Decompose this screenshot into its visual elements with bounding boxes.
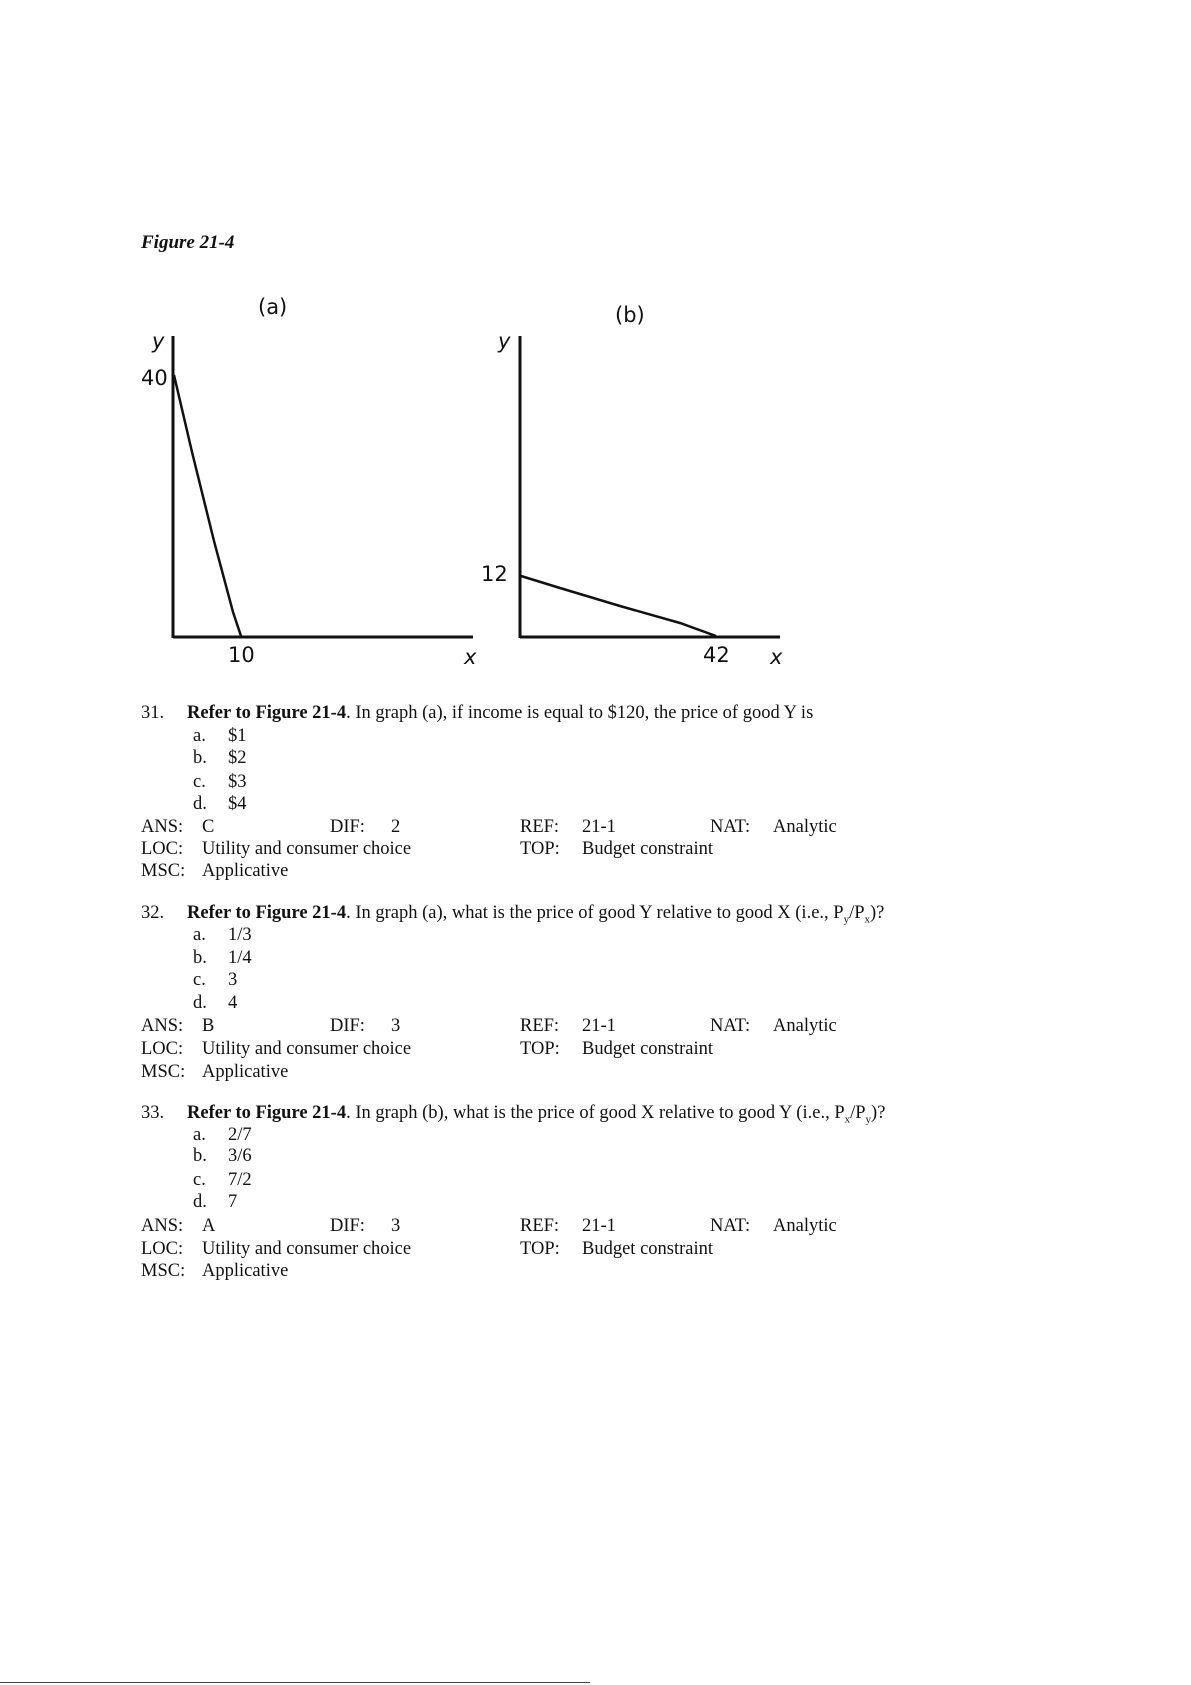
top-value: Budget constraint [582, 1039, 714, 1059]
top-label: TOP: [520, 1039, 560, 1059]
subscript: y [843, 913, 850, 926]
ans-label: ANS: [141, 1216, 184, 1236]
loc-label: LOC: [141, 1239, 184, 1259]
option-letter: c. [193, 970, 206, 990]
nat-label: NAT: [710, 817, 751, 837]
question-number: 33. [141, 1103, 165, 1123]
nat-label: NAT: [710, 1216, 751, 1236]
msc-label: MSC: [141, 861, 186, 881]
option-b [193, 1146, 252, 1167]
option-letter: b. [193, 748, 207, 768]
question-number: 32. [141, 903, 165, 923]
option-letter: d. [193, 993, 207, 1013]
option-a [193, 925, 252, 946]
loc-label: LOC: [141, 1039, 184, 1059]
graph-a-label: (a) [258, 295, 288, 319]
graph-a-x-intercept-label: 10 [228, 643, 255, 667]
graph-b [481, 303, 783, 669]
option-d [193, 993, 237, 1014]
option-text: $1 [228, 726, 247, 746]
option-text: 7 [228, 1192, 238, 1212]
ans-value: C [202, 817, 215, 837]
option-a [193, 726, 247, 747]
dif-value: 3 [391, 1216, 401, 1236]
graph-b-y-intercept-label: 12 [481, 562, 508, 586]
loc-value: Utility and consumer choice [202, 839, 412, 859]
question-stem [187, 903, 884, 931]
option-letter: a. [193, 1125, 206, 1145]
graph-b-label: (b) [615, 303, 645, 327]
top-value: Budget constraint [582, 839, 714, 859]
figure-title: Figure 21-4 [141, 232, 235, 253]
graph-b-x-axis-label: x [770, 645, 783, 669]
ref-label: REF: [520, 1216, 560, 1236]
loc-value: Utility and consumer choice [202, 1039, 412, 1059]
question-stem [187, 703, 813, 724]
msc-label: MSC: [141, 1062, 186, 1082]
option-text: $2 [228, 748, 247, 768]
question-reference: Refer to Figure 21-4 [187, 703, 347, 723]
option-text: 3/6 [228, 1146, 252, 1166]
budget-constraint-figure [0, 0, 1191, 680]
graph-b-y-axis-label: y [498, 329, 511, 353]
option-text: 7/2 [228, 1170, 252, 1190]
option-c [193, 970, 237, 991]
ans-label: ANS: [141, 817, 184, 837]
question-stem [187, 1103, 885, 1131]
option-letter: d. [193, 794, 207, 814]
msc-value: Applicative [202, 1062, 289, 1082]
option-text: 4 [228, 993, 238, 1013]
question-reference: Refer to Figure 21-4 [187, 1103, 347, 1123]
question-text: )? [871, 1103, 886, 1123]
question-text: /P [849, 903, 865, 923]
dif-label: DIF: [330, 817, 365, 837]
graph-b-x-intercept-label: 42 [703, 643, 730, 667]
option-c [193, 1170, 252, 1191]
option-c [193, 772, 247, 793]
ans-value: A [202, 1216, 216, 1236]
msc-value: Applicative [202, 1261, 289, 1281]
subscript: y [865, 1113, 872, 1126]
graph-a-y-axis-label: y [152, 329, 165, 353]
dif-value: 3 [391, 1016, 401, 1036]
option-d [193, 794, 247, 815]
graph-a-budget-line [174, 375, 241, 636]
option-b [193, 948, 252, 969]
graph-a-x-axis-label: x [464, 645, 477, 669]
dif-value: 2 [391, 817, 401, 837]
ans-label: ANS: [141, 1016, 184, 1036]
question-text: /P [850, 1103, 866, 1123]
subscript: x [864, 913, 871, 926]
ref-value: 21-1 [582, 1216, 616, 1236]
question-text: . In graph (a), what is the price of good Y relative to good X (i.e., P [346, 903, 844, 923]
option-a [193, 1125, 252, 1146]
question-text: . In graph (b), what is the price of good X relative to good Y (i.e., P [346, 1103, 845, 1123]
ref-label: REF: [520, 817, 560, 837]
option-text: 1/3 [228, 925, 252, 945]
ref-value: 21-1 [582, 817, 616, 837]
option-b [193, 748, 247, 769]
option-letter: a. [193, 726, 206, 746]
nat-value: Analytic [773, 817, 837, 837]
graph-b-budget-line [521, 576, 716, 636]
msc-label: MSC: [141, 1261, 186, 1281]
graph-a [141, 295, 477, 669]
top-label: TOP: [520, 1239, 560, 1259]
option-text: $4 [228, 794, 247, 814]
option-letter: b. [193, 1146, 207, 1166]
question-reference: Refer to Figure 21-4 [187, 903, 347, 923]
msc-value: Applicative [202, 861, 289, 881]
loc-value: Utility and consumer choice [202, 1239, 412, 1259]
option-text: 1/4 [228, 948, 252, 968]
option-letter: d. [193, 1192, 207, 1212]
question-text: )? [870, 903, 885, 923]
option-letter: c. [193, 1170, 206, 1190]
ref-value: 21-1 [582, 1016, 616, 1036]
option-text: $3 [228, 772, 247, 792]
option-text: 3 [228, 970, 238, 990]
option-text: 2/7 [228, 1125, 252, 1145]
option-letter: c. [193, 772, 206, 792]
option-d [193, 1192, 237, 1213]
top-label: TOP: [520, 839, 560, 859]
question-text: . In graph (a), if income is equal to $120, the price of good Y is [346, 703, 814, 723]
top-value: Budget constraint [582, 1239, 714, 1259]
nat-value: Analytic [773, 1016, 837, 1036]
option-letter: a. [193, 925, 206, 945]
graph-a-y-intercept-label: 40 [141, 366, 168, 390]
ref-label: REF: [520, 1016, 560, 1036]
option-letter: b. [193, 948, 207, 968]
footer-divider [0, 1682, 590, 1683]
ans-value: B [202, 1016, 215, 1036]
subscript: x [844, 1113, 851, 1126]
nat-value: Analytic [773, 1216, 837, 1236]
dif-label: DIF: [330, 1016, 365, 1036]
dif-label: DIF: [330, 1216, 365, 1236]
loc-label: LOC: [141, 839, 184, 859]
nat-label: NAT: [710, 1016, 751, 1036]
question-number: 31. [141, 703, 165, 723]
